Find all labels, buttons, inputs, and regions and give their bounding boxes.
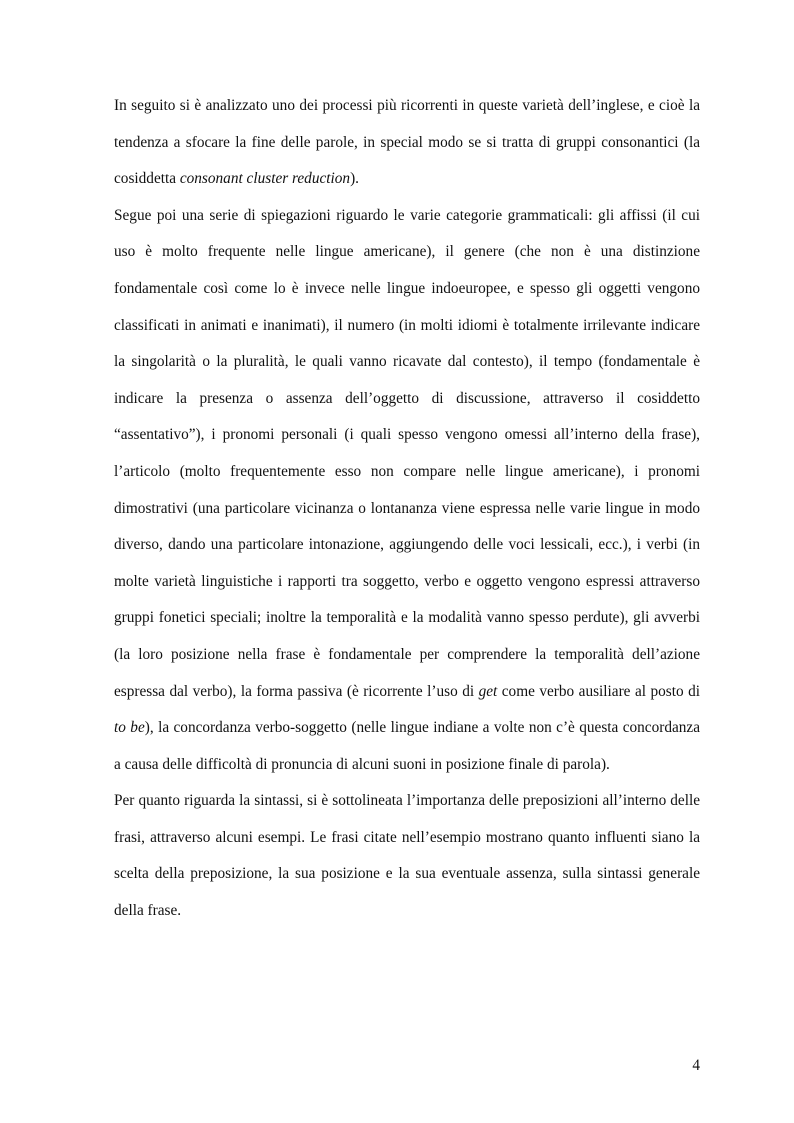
italic-term-to-be: to be bbox=[114, 719, 145, 737]
text-run: come verbo ausiliare al posto di bbox=[497, 682, 700, 700]
text-run: Per quanto riguarda la sintassi, si è sottolineata l’importanza delle preposizioni all’interno delle frasi, attraverso alcuni esempi. Le frasi citate nell’esempio mostrano quanto influenti siano la scelta della preposizione, la sua posizione e la sua eventuale assenza, sulla sintassi generale della frase. bbox=[114, 792, 700, 920]
body-text bbox=[114, 88, 700, 930]
paragraph-syntax bbox=[114, 783, 700, 929]
text-run: Segue poi una serie di spiegazioni riguardo le varie categorie grammaticali: gli affissi (il cui uso è molto frequente nelle lingue americane), il genere (che non è una distinzione fondamentale così come lo è invece nelle lingue indoeuropee, e spesso gli oggetti vengono classificati in animati e inanimati), il numero (in molti idiomi è totalmente irrilevante indicare la singolarità o la pluralità, le quali vanno ricavate dal contesto), il tempo (fondamentale è indicare la presenza o assenza dell’oggetto di discussione, attraverso il cosiddetto “assentativo”), i pronomi personali (i quali spesso vengono omessi all’interno della frase), l’articolo (molto frequentemente esso non compare nelle lingue americane), i pronomi dimostrativi (una particolare vicinanza o lontananza viene espressa nelle varie lingue in modo diverso, dando una particolare intonazione, aggiungendo delle voci lessicali, ecc.), i verbi (in molte varietà linguistiche i rapporti tra soggetto, verbo e oggetto vengono espressi attraverso gruppi fonetici speciali; inoltre la temporalità e la modalità vanno spesso perdute), gli avverbi (la loro posizione nella frase è fondamentale per comprendere la temporalità dell’azione espressa dal verbo), la forma passiva (è ricorrente l’uso di bbox=[114, 206, 700, 700]
page-number: 4 bbox=[692, 1057, 700, 1074]
italic-term-consonant-cluster-reduction: consonant cluster reduction bbox=[179, 170, 351, 188]
text-run: ), la concordanza verbo-soggetto (nelle lingue indiane a volte non c’è questa concordanza a causa delle difficoltà di pronuncia di alcuni suoni in posizione finale di parola). bbox=[114, 719, 701, 773]
paragraph-consonant-reduction bbox=[114, 88, 700, 198]
text-run: ). bbox=[350, 170, 359, 188]
italic-term-get: get bbox=[478, 682, 498, 700]
paragraph-grammatical-categories bbox=[114, 198, 700, 784]
text-run: In seguito si è analizzato uno dei processi più ricorrenti in queste varietà dell’inglese, e cioè la tendenza a sfocare la fine delle parole, in special modo se si tratta di gruppi consonantici (la cosiddetta bbox=[114, 97, 700, 188]
